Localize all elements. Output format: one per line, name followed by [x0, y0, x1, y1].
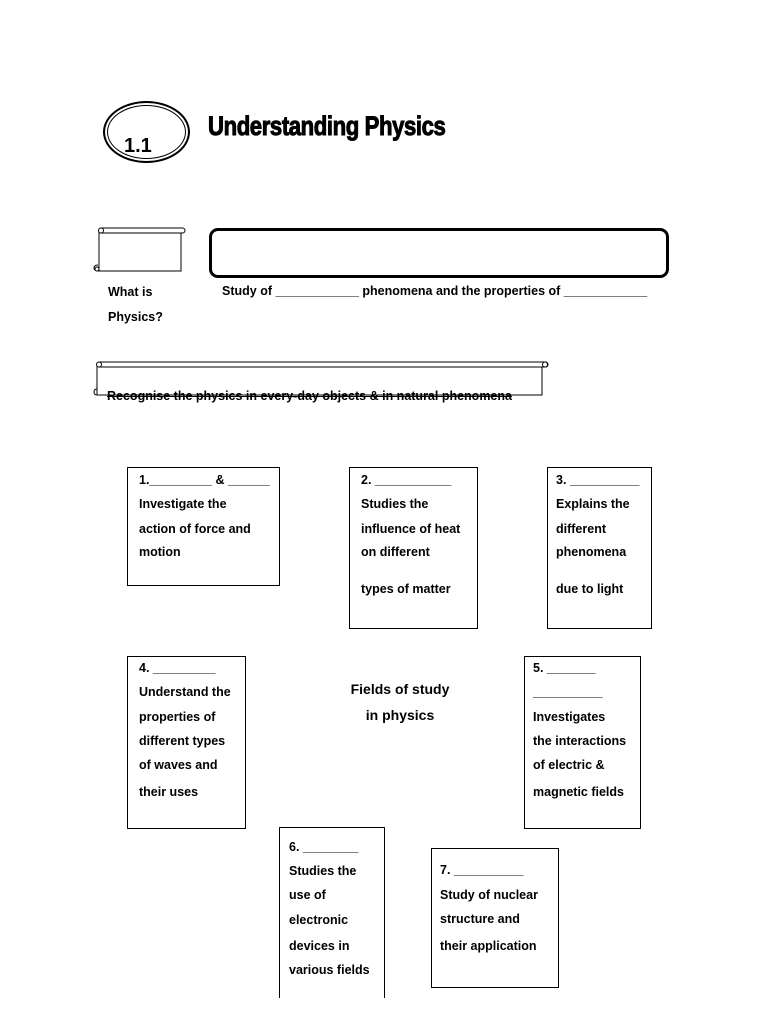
field-5-line: of electric &: [533, 758, 605, 772]
definition-question-line2: Physics?: [108, 310, 163, 324]
field-2-line: Studies the: [361, 497, 429, 511]
definition-question-line1: What is: [108, 285, 153, 299]
field-5-line: __________: [533, 685, 603, 699]
field-4-line: properties of: [139, 710, 216, 724]
field-6-line: various fields: [289, 963, 370, 977]
field-box-2: [349, 467, 478, 629]
field-4-line: 4. _________: [139, 661, 216, 675]
field-7-line: their application: [440, 939, 537, 953]
center-label-line1: Fields of study: [350, 681, 450, 697]
field-5-line: 5. _______: [533, 661, 596, 675]
field-3-line: 3. __________: [556, 473, 640, 487]
field-box-1: [127, 467, 280, 586]
field-2-line: influence of heat: [361, 522, 461, 536]
field-2-line: types of matter: [361, 582, 451, 596]
field-4-line: of waves and: [139, 758, 218, 772]
field-3-line: due to light: [556, 582, 624, 596]
field-6-line: devices in: [289, 939, 350, 953]
page-title: Understanding Physics: [208, 111, 446, 141]
field-2-line: on different: [361, 545, 430, 559]
field-box-6: [279, 827, 385, 998]
field-3-line: different: [556, 522, 606, 536]
field-6-line: electronic: [289, 913, 349, 927]
field-6-line: Studies the: [289, 864, 357, 878]
definition-answer-box: [209, 228, 669, 278]
field-1-line: action of force and: [139, 522, 251, 536]
field-box-4: [127, 656, 246, 829]
field-box-3: [547, 467, 652, 629]
field-3-line: phenomena: [556, 545, 627, 559]
field-2-line: 2. ___________: [361, 473, 452, 487]
field-7-line: Study of nuclear: [440, 888, 538, 902]
field-box-7: [431, 848, 559, 988]
field-4-line: their uses: [139, 785, 199, 799]
field-box-5: [524, 656, 641, 829]
field-7-line: 7. __________: [440, 863, 524, 877]
field-6-line: use of: [289, 888, 326, 902]
center-label-line2: in physics: [365, 707, 435, 723]
scroll-banner-small: [93, 226, 189, 276]
field-1-line: 1._________ & ______: [139, 473, 270, 487]
field-5-line: the interactions: [533, 734, 627, 748]
section-number: 1.1: [124, 135, 152, 157]
field-4-line: Understand the: [139, 685, 231, 699]
field-5-line: magnetic fields: [533, 785, 624, 799]
field-7-line: structure and: [440, 912, 520, 926]
field-5-line: Investigates: [533, 710, 606, 724]
field-3-line: Explains the: [556, 497, 630, 511]
definition-answer: Study of ____________ phenomena and the properties of ____________: [222, 284, 648, 298]
field-4-line: different types: [139, 734, 226, 748]
field-6-line: 6. ________: [289, 840, 359, 854]
field-1-line: motion: [139, 545, 181, 559]
field-1-line: Investigate the: [139, 497, 227, 511]
objective-text: Recognise the physics in every-day objects & in natural phenomena: [107, 389, 512, 403]
